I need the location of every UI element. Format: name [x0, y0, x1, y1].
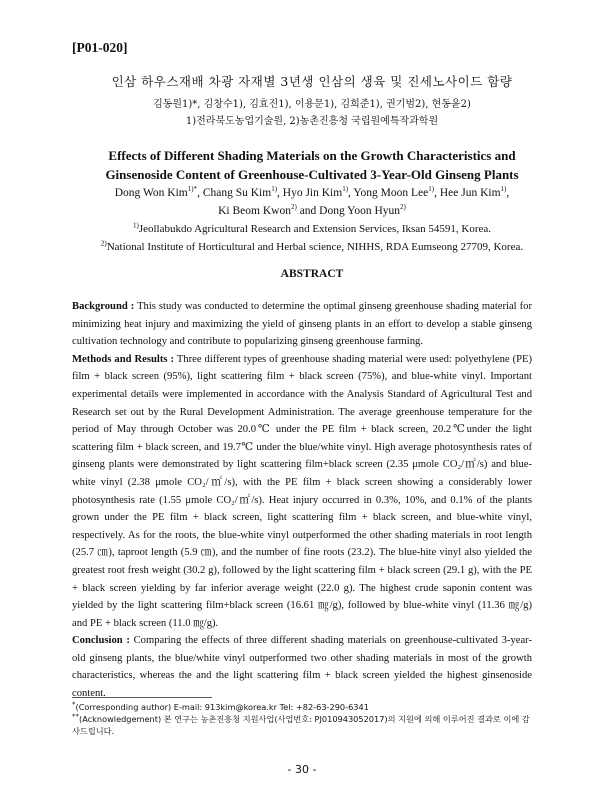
author-affiliation-mark: 1)* — [187, 185, 198, 194]
english-title-line-1: Effects of Different Shading Materials on the Growth Characteristics and — [108, 148, 516, 163]
methods-paragraph — [72, 351, 532, 633]
korean-affiliations: 1)전라북도농업기술원, 2)농촌진흥청 국립원예특작과학원 — [185, 116, 439, 127]
conclusion-label: Conclusion : — [72, 635, 130, 647]
poster-code: [P01-020] — [72, 40, 128, 55]
abstract-heading: ABSTRACT — [280, 268, 344, 280]
methods-text: Three different types of greenhouse shading material were used: polyethylene (PE) film + black screen (95%), light scattering film + black screen (75%), and blue-white vinyl. Important experimental details were implemented in accordance with the Analysis Standard of Agricultural Test and Research set out by the Rural Development Administration. The average greenhouse temperature for the period of May through October was 20.0℃ under the PE film + black screen, 20.2℃under the light scattering film + black screen, and 19.7℃ under the blue/white vinyl. High average photosynthesis rates of ginseng plants were demonstrated by light scattering film+black screen (2.35 μmole CO₂/㎡/s) and blue-white vinyl (2.38 μmole CO₂/㎡/s), with the PE film + black screen showing a considerably lower photosynthesis rate (1.55 μmole CO₂/㎡/s). Heat injury occurred in 0.3%, 10%, and 0.1% of the plants grown under the PE film + black screen, light scattering film + black screen, and blue-white vinyl, respectively. As for the roots, the blue-white vinyl outperformed the other shading materials in root length (25.7 ㎝), taproot length (5.9 ㎝), and the number of fine roots (23.2). The blue-hite vinyl also yielded the greatest root fresh weight (30.2 g), followed by the light scattering film + black screen (29.1 g), with the PE + black screen yielding by far inferior average weight (22.0 g). The highest crude saponin content was yielded by the light scattering film+black screen (16.61 ㎎/g), followed by blue-white vinyl (11.36 ㎎/g) and PE + black screen (11.0 ㎎/g). — [72, 353, 532, 629]
background-label: Background : — [72, 301, 135, 312]
author-affiliation-mark: 2) — [400, 203, 406, 212]
english-authors-line-2: Ki Beom Kwon$^{2)}$ and Dong Yoon Hyun$^{2)}$ — [218, 203, 406, 217]
affiliation-2 — [72, 238, 552, 256]
footnote-text: (Acknowledgement) 본 연구는 농촌진흥청 지원사업(사업번호: PJ010943052017)의 지원에 의해 이루어진 결과로 이에 감사드립니다. — [72, 714, 530, 736]
author-affiliation-mark: 1) — [271, 185, 278, 194]
background-paragraph — [72, 298, 532, 351]
author-affiliation-mark: 2) — [290, 203, 297, 212]
english-affiliations — [72, 220, 552, 256]
footnote-mark: * — [72, 700, 76, 709]
footnote-corresponding — [72, 701, 532, 713]
english-title — [72, 146, 552, 184]
author-name: Yong Moon Lee — [353, 187, 429, 199]
affiliation-mark: 1) — [132, 221, 139, 230]
methods-label: Methods and Results : — [72, 353, 175, 365]
author-affiliation-mark: 1) — [500, 185, 507, 194]
author-affiliation-mark: 1) — [342, 185, 349, 194]
english-title-line-2: Ginsenoside Content of Greenhouse-Cultivated 3-Year-Old Ginseng Plants — [105, 167, 519, 182]
affiliation-text: Jeollabukdo Agricultural Research and Extension Services, Iksan 54591, Korea. — [138, 223, 492, 235]
footnote-mark: ** — [72, 712, 79, 721]
conclusion-text: Comparing the effects of three different shading materials on greenhouse-cultivated 3-year-old ginseng plants, the blue/white vinyl outperformed two other shading materials in most of the growth characteristics, whereas the and the light scattering film + black screen yielded the highest ginsenoside content. — [72, 635, 532, 700]
author-name: Hyo Jin Kim — [282, 187, 343, 199]
affiliation-1 — [72, 220, 552, 238]
footnote-acknowledgement — [72, 713, 532, 737]
page-number: - 30 - — [287, 763, 317, 776]
author-name: Dong Yoon Hyun — [319, 205, 401, 217]
abstract-body — [72, 298, 532, 703]
korean-title: 인삼 하우스재배 차광 자재별 3년생 인삼의 생육 및 진세노사이드 함량 — [111, 74, 513, 89]
conclusion-paragraph — [72, 632, 532, 702]
english-authors-line-1: Dong Won Kim$^{1)*}$, Chang Su Kim$^{1)}$, Hyo Jin Kim$^{1)}$, Yong Moon Lee$^{1)}$, Hee Jun Kim$^{1)}$, — [114, 185, 510, 199]
author-name: Ki Beom Kwon — [218, 205, 291, 217]
affiliation-text: National Institute of Horticultural and Herbal science, NIHHS, RDA Eumseong 27709, Korea. — [106, 241, 524, 253]
korean-authors: 김동원1)*, 김창수1), 김효진1), 이용문1), 김희준1), 권기범2), 현동윤2) — [153, 99, 471, 110]
author-name: Hee Jun Kim — [439, 187, 501, 199]
english-authors — [72, 184, 552, 220]
footnote-divider — [72, 697, 212, 698]
footnote-text: (Corresponding author) E-mail: 913kim@korea.kr Tel: +82-63-290-6341 — [75, 702, 369, 712]
affiliation-mark: 2) — [100, 239, 107, 248]
author-name: Chang Su Kim — [202, 187, 272, 199]
background-text: This study was conducted to determine the optimal ginseng greenhouse shading material for minimizing heat injury and maximizing the yield of ginseng plants in an effort to develop a stable ginseng cultivation technology and contribute to popularizing ginseng greenhouse farming. — [72, 301, 532, 348]
author-name: Dong Won Kim — [114, 187, 188, 199]
author-affiliation-mark: 1) — [428, 185, 435, 194]
